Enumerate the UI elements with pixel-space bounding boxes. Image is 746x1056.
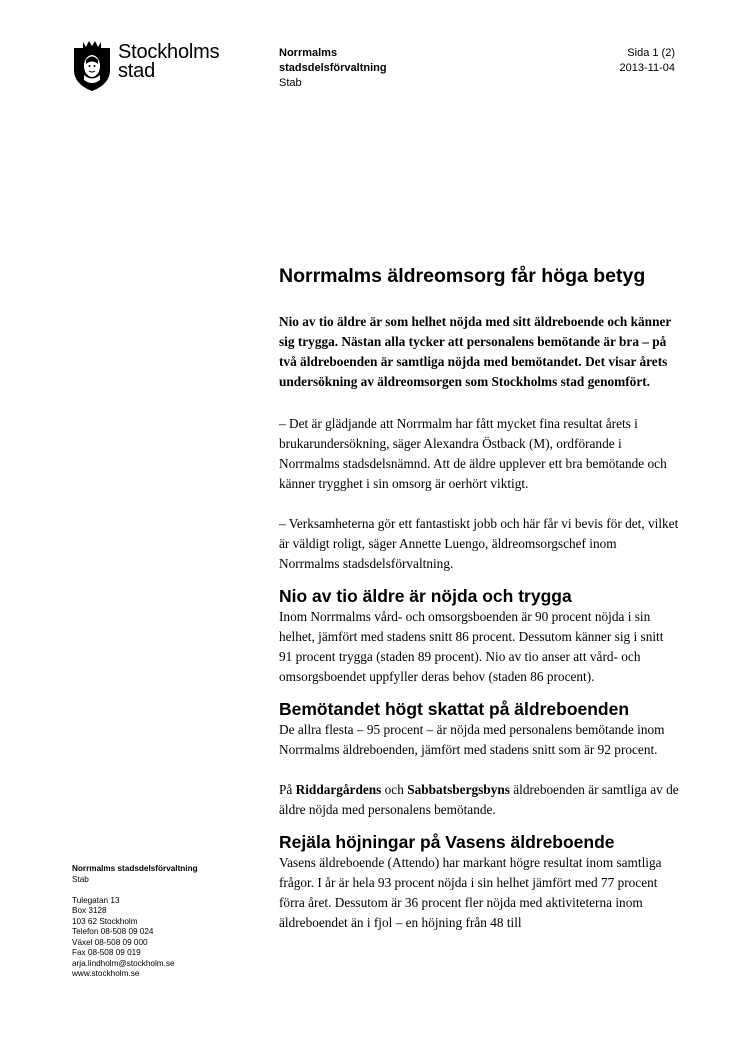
sidebar-postal: 103 62 Stockholm xyxy=(72,916,138,926)
sidebar-address: Tulegatan 13 xyxy=(72,895,120,905)
header-organization xyxy=(279,46,387,91)
sidebar-phone: Telefon 08-508 09 024 xyxy=(72,927,154,936)
page-number: Sida 1 (2) xyxy=(627,47,675,59)
quote-ostback: – Det är glädjande att Norrmalm har fått mycket fina resultat årets i brukarundersökning, säger Alexandra Östback (M), ordförande i Norrmalms stadsdelsnämnd. Att de äldre upplever ett bra bemötande och känner trygghet i sin omsorg är oerhört viktigt. xyxy=(279,416,667,491)
crest-icon xyxy=(72,40,112,92)
section-paragraph-1: Inom Norrmalms vård- och omsorgsboenden är 90 procent nöjda i sin helhet, jämfört med stadens snitt 86 procent. Dessutom känner sig i snitt 91 procent trygga (staden 89 procent). Nio av tio anser att vård- och omsorgsboendet uppfyller deras behov (staden 86 procent). xyxy=(279,609,664,684)
section-heading-3: Rejäla höjningar på Vasens äldreboende xyxy=(279,832,615,852)
logo-text-line1: Stockholms xyxy=(118,41,220,63)
p3-pre: På xyxy=(279,782,296,797)
article xyxy=(279,264,679,933)
article-lead: Nio av tio äldre är som helhet nöjda med sitt äldreboende och känner sig trygga. Nästan alla tycker att personalens bemötande är bra – på två äldreboenden är samtliga nöjda med bemötandet. Det visar årets undersökning av äldreomsorgen som Stockholms stad genomfört. xyxy=(279,314,672,389)
header-org-line1: Norrmalms xyxy=(279,47,338,59)
sidebar-web[interactable]: www.stockholm.se xyxy=(72,969,140,978)
quote-luengo: – Verksamheterna gör ett fantastiskt jobb och här får vi bevis för det, vilket är väldigt roligt, säger Annette Luengo, äldreomsorgschef inom Norrmalms stadsdelsförvaltning. xyxy=(279,516,679,571)
article-title: Norrmalms äldreomsorg får höga betyg xyxy=(279,265,646,287)
header-org-line3: Stab xyxy=(279,77,302,89)
sidebar-fax: Fax 08-508 09 019 xyxy=(72,948,141,957)
section-paragraph-2: De allra flesta – 95 procent – är nöjda med personalens bemötande inom Norrmalms äldreboenden, jämfört med stadens snitt som är 92 procent. xyxy=(279,722,665,757)
section-heading-2: Bemötandet högt skattat på äldreboenden xyxy=(279,699,630,719)
sidebar-switchboard: Växel 08-508 09 000 xyxy=(72,937,148,947)
p3-mid: och xyxy=(381,782,408,797)
stockholms-stad-logo xyxy=(72,40,222,92)
p3-sabbatsbergsbyn: Sabbatsbergsbyns xyxy=(407,782,510,797)
section-paragraph-3 xyxy=(279,780,679,820)
p3-riddargarden: Riddargårdens xyxy=(295,782,382,797)
sidebar-email[interactable]: arja.lindholm@stockholm.se xyxy=(72,958,175,968)
sidebar-org: Norrmalms stadsdelsförvaltning xyxy=(72,864,198,873)
section-heading-1: Nio av tio äldre är nöjda och trygga xyxy=(279,586,572,606)
header-page-info xyxy=(620,46,675,76)
header-org-line2: stadsdelsförvaltning xyxy=(279,62,387,74)
contact-sidebar xyxy=(72,864,198,980)
sidebar-box: Box 3128 xyxy=(72,906,107,915)
section-paragraph-4: Vasens äldreboende (Attendo) har markant högre resultat inom samtliga frågor. I år är hela 93 procent nöjda i sin helhet jämfört med 77 procent förra året. Dessutom är 36 procent fler nöjda med aktiviteterna inom äldreboendet än i fjol – en höjning från 48 till xyxy=(279,855,662,930)
logo-text-line2: stad xyxy=(118,60,156,82)
sidebar-unit: Stab xyxy=(72,874,89,884)
document-date: 2013-11-04 xyxy=(619,62,675,74)
p3-post: äldreboenden är samtliga av de äldre nöjda med personalens bemötande. xyxy=(279,782,679,817)
